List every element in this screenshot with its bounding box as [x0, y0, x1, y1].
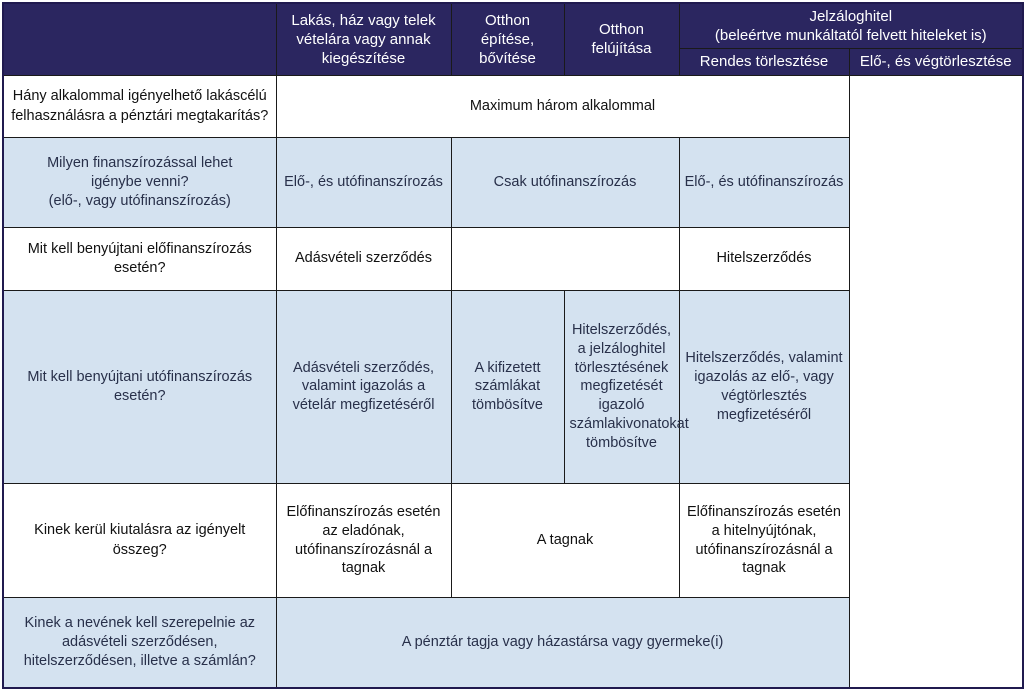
row-label-line-2: igénybe venni? — [90, 174, 189, 191]
header-col-purchase: Lakás, ház vagy telek vételára vagy annak kiegészítése — [276, 3, 451, 75]
header-subcol-regular-repayment: Rendes törlesztése — [679, 49, 849, 75]
cell-penztar-tagja-hazastarsa-gyermeke: A pénztár tagja vagy házastársa vagy gyermeke(i) — [276, 598, 849, 688]
header-group-title: Jelzáloghitel — [809, 8, 893, 25]
cell-hitelszerzodes-szamlakivonatok: Hitelszerződés, a jelzáloghitel törlesztésének megfizetését igazoló számlakivonatokat tömbösítve — [564, 290, 679, 483]
cell-a-tagnak: A tagnak — [451, 483, 679, 597]
header-corner-cell — [3, 3, 276, 75]
header-col-build: Otthon építése, bővítése — [451, 3, 564, 75]
header-subcol-early-final-repayment: Elő-, és végtörlesztése — [849, 49, 1023, 75]
header-group-mortgage — [679, 3, 1023, 49]
cell-hitelszerzodes: Hitelszerződés — [679, 227, 849, 290]
table-body — [3, 75, 1023, 688]
row-label-nev: Kinek a nevének kell szerepelnie az adásvételi szerződésen, hitelszerződésen, illetve a számlán? — [3, 598, 276, 688]
header-group-subtitle: (beleértve munkáltatól felvett hiteleket is) — [714, 27, 987, 45]
cell-csak-utofinanszirozas: Csak utófinanszírozás — [451, 138, 679, 227]
header-col-renovate: Otthon felújítása — [564, 3, 679, 75]
cell-blocked-not-applicable — [451, 227, 679, 290]
cell-adasveteli-szerzodes-igazolas: Adásvételi szerződés, valamint igazolás a vételár megfizetéséről — [276, 290, 451, 483]
row-label-utofinanszirozas: Mit kell benyújtani utófinanszírozás esetén? — [3, 290, 276, 483]
table-header — [3, 3, 1023, 75]
header-row-top — [3, 3, 1023, 49]
row-label-line-3: (elő-, vagy utófinanszírozás) — [48, 193, 231, 210]
cell-maximum-harom-alkalommal: Maximum három alkalommal — [276, 75, 849, 138]
cell-elo-es-utofinanszirozas-purchase: Elő-, és utófinanszírozás — [276, 138, 451, 227]
row-label-finanszirozas — [3, 138, 276, 227]
cell-elo-es-utofinanszirozas-mortgage: Elő-, és utófinanszírozás — [679, 138, 849, 227]
table-row — [3, 138, 1023, 227]
table-row — [3, 598, 1023, 688]
table-row — [3, 290, 1023, 483]
table-row — [3, 75, 1023, 138]
row-label-alkalom: Hány alkalommal igényelhető lakáscélú felhasználásra a pénztári megtakarítás? — [3, 75, 276, 138]
row-label-kiutalas: Kinek kerül kiutalásra az igényelt összeg? — [3, 483, 276, 597]
cell-hitelnyujtonak-vagy-tagnak: Előfinanszírozás esetén a hitelnyújtónak, utófinanszírozásnál a tagnak — [679, 483, 849, 597]
table-row — [3, 483, 1023, 597]
table-row — [3, 227, 1023, 290]
row-label-elofinanszirozas: Mit kell benyújtani előfinanszírozás esetén? — [3, 227, 276, 290]
housing-purpose-comparison-table — [2, 2, 1024, 689]
cell-kifizetett-szamlakat-tombositve: A kifizetett számlákat tömbösítve — [451, 290, 564, 483]
cell-eladonak-vagy-tagnak: Előfinanszírozás esetén az eladónak, utófinanszírozásnál a tagnak — [276, 483, 451, 597]
row-label-line-1: Milyen finanszírozással lehet — [47, 154, 233, 171]
cell-hitelszerzodes-vegtorlesztes-igazolas: Hitelszerződés, valamint igazolás az elő-, vagy végtörlesztés megfizetéséről — [679, 290, 849, 483]
cell-adasveteli-szerzodes: Adásvételi szerződés — [276, 227, 451, 290]
